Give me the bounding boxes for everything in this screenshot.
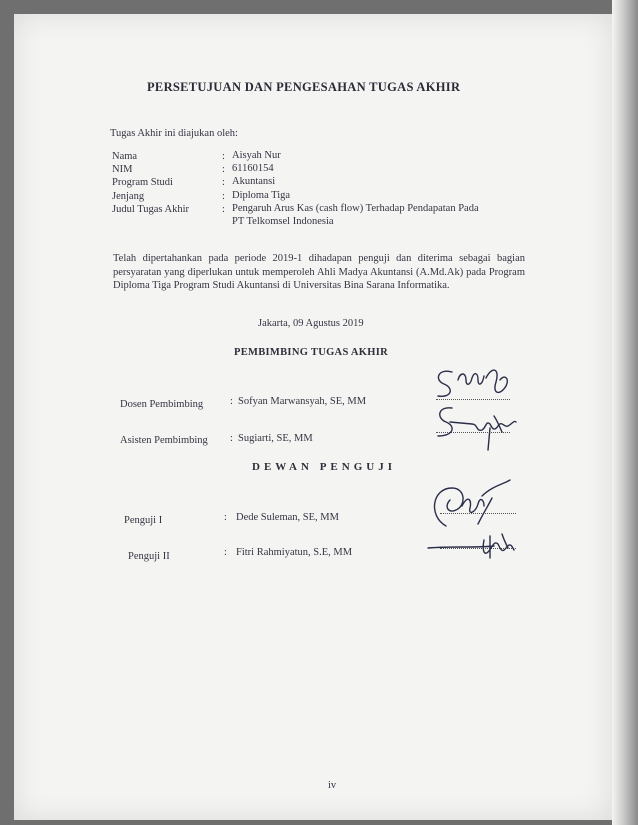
field-colon: : [222, 191, 225, 202]
field-colon: : [222, 177, 225, 188]
field-colon: : [224, 547, 227, 558]
examiner-label-2: Penguji II [128, 551, 170, 562]
field-value-judul: Pengaruh Arus Kas (cash flow) Terhadap Pendapatan Pada [232, 203, 479, 214]
field-value-program-studi: Akuntansi [232, 176, 276, 187]
approval-paragraph: Telah dipertahankan pada periode 2019-1 dihadapan penguji dan diterima sebagai bagian persyaratan yang diperlukan untuk memperoleh Ahli Madya Akuntansi (A.Md.Ak) pada Program Diploma Tiga Program Studi Akuntansi di Universitas Bina Sarana Informatika. [113, 253, 525, 291]
field-colon: : [230, 433, 233, 444]
signature-penguji-1 [422, 476, 522, 532]
field-value-jenjang: Diploma Tiga [232, 190, 291, 201]
supervisor-label-dosen: Dosen Pembimbing [120, 399, 204, 410]
field-label-jenjang: Jenjang [112, 191, 145, 202]
field-colon: : [222, 164, 225, 175]
intro-text: Tugas Akhir ini diajukan oleh: [110, 128, 238, 139]
signature-dosen-pembimbing [430, 358, 520, 406]
place-date: Jakarta, 09 Agustus 2019 [258, 318, 364, 329]
field-colon: : [230, 396, 233, 407]
supervisor-heading: PEMBIMBING TUGAS AKHIR [234, 347, 389, 358]
field-label-program-studi: Program Studi [112, 177, 173, 188]
page-edge-shadow [612, 0, 638, 825]
signature-asisten-pembimbing [432, 402, 528, 454]
field-colon: : [222, 204, 225, 215]
examiner-name-2: Fitri Rahmiyatun, S.E, MM [236, 547, 353, 558]
examiner-label-1: Penguji I [124, 515, 163, 526]
field-colon: : [222, 151, 225, 162]
field-label-nim: NIM [112, 164, 133, 175]
examiner-name-1: Dede Suleman, SE, MM [236, 512, 339, 523]
field-label-judul: Judul Tugas Akhir [112, 204, 190, 215]
supervisor-label-asisten: Asisten Pembimbing [120, 435, 208, 446]
page-title: PERSETUJUAN DAN PENGESAHAN TUGAS AKHIR [147, 80, 461, 94]
supervisor-name-asisten: Sugiarti, SE, MM [238, 433, 313, 444]
examiner-heading: DEWAN PENGUJI [252, 461, 396, 473]
supervisor-name-dosen: Sofyan Marwansyah, SE, MM [238, 396, 367, 407]
page-number: iv [328, 780, 337, 791]
signature-penguji-2 [424, 526, 524, 562]
field-value-nama: Aisyah Nur [232, 150, 281, 161]
field-label-nama: Nama [112, 151, 138, 162]
field-colon: : [224, 512, 227, 523]
field-value-nim: 61160154 [232, 163, 274, 174]
field-value-judul-line2: PT Telkomsel Indonesia [232, 216, 334, 227]
